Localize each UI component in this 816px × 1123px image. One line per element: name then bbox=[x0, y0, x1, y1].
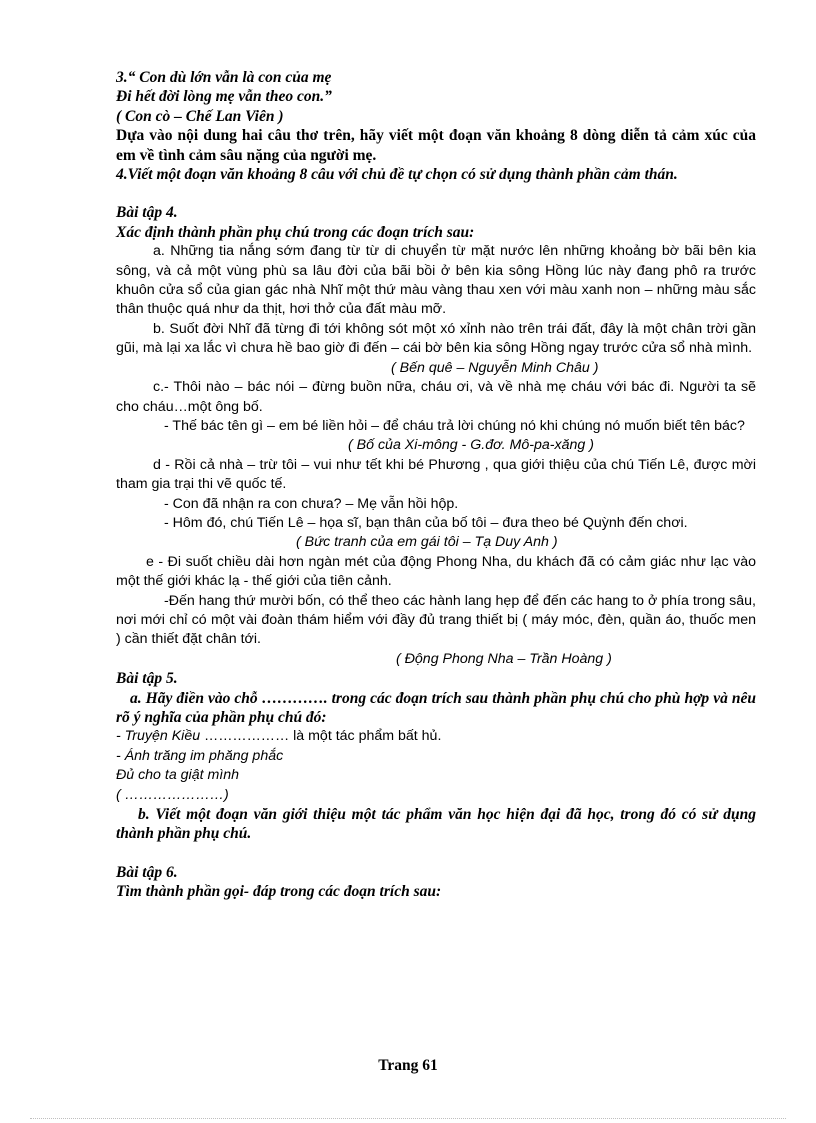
poem-source: ( Con cò – Chế Lan Viên ) bbox=[116, 107, 284, 125]
fill-poem-line-2: Đủ cho ta giật mình bbox=[116, 767, 240, 784]
fill-poem-line-1: - Ánh trăng im phăng phắc bbox=[116, 747, 284, 764]
excerpt-e-2: -Đến hang thứ mười bốn, có thể theo các hành lang hẹp để đến các hang to ở phía trong sâu, nơi mới chỉ có một vài đoàn thám hiểm với đầy đủ trang thiết bị ( máy móc, đèn, quần áo, thuốc men ) cần thiết đặt chân tới. bbox=[116, 592, 756, 648]
excerpt-d-2: - Con đã nhận ra con chưa? – Mẹ vẫn hồi hộp. bbox=[164, 495, 459, 512]
excerpt-d-3: - Hôm đó, chú Tiến Lê – họa sĩ, bạn thân của bố tôi – đưa theo bé Quỳnh đến chơi. bbox=[164, 514, 688, 531]
bai-tap-4-heading: Bài tập 4. bbox=[116, 204, 178, 222]
source-dong-phong-nha: ( Động Phong Nha – Trần Hoàng ) bbox=[396, 650, 612, 667]
fill-poem-line-3: ( …………………) bbox=[116, 786, 229, 803]
exercise-3-prompt: Dựa vào nội dung hai câu thơ trên, hãy viết một đoạn văn khoảng 8 dòng diễn tả cảm xúc của em về tình cảm sâu nặng của người mẹ. bbox=[116, 127, 756, 164]
source-ben-que: ( Bến quê – Nguyễn Minh Châu ) bbox=[391, 359, 599, 376]
fill-item-1-title: - Truyện Kiều bbox=[116, 728, 201, 745]
fill-item-1 bbox=[116, 727, 756, 746]
bai-tap-5-heading: Bài tập 5. bbox=[116, 670, 178, 688]
spacer bbox=[116, 844, 756, 863]
poem-line-2: Đi hết đời lòng mẹ vẫn theo con.” bbox=[116, 88, 332, 106]
excerpt-d-1: d - Rồi cả nhà – trừ tôi – vui như tết khi bé Phương , qua giới thiệu của chú Tiến Lê, được mời tham gia trại thi vẽ quốc tế. bbox=[116, 456, 756, 493]
excerpt-b: b. Suốt đời Nhĩ đã từng đi tới không sót một xó xỉnh nào trên trái đất, đây là một chân trời gần gũi, mà lại xa lắc vì chưa hề bao giờ đi đến – cái bờ bên kia sông Hồng ngay trước cửa sổ nhà mình. bbox=[116, 320, 756, 357]
excerpt-e-1: e - Đi suốt chiều dài hơn ngàn mét của động Phong Nha, du khách đã có cảm giác như lạc vào một thế giới khác lạ - thế giới của tiên cảnh. bbox=[116, 553, 756, 590]
poem-line-1: 3.“ Con dù lớn vẫn là con của mẹ bbox=[116, 69, 332, 86]
page-bottom-divider bbox=[30, 1118, 786, 1119]
excerpt-a: a. Những tia nắng sớm đang từ từ di chuyển từ mặt nước lên những khoảng bờ bãi bên kia sông, và cả một vùng phù sa lâu đời của bãi bồi ở bên kia sông Hồng lúc này đang phô ra trước khuôn cửa sổ của gian gác nhà Nhĩ một thứ màu vàng thau xen với màu xanh non – những màu sắc thân thuộc quá như da thịt, hơi thở của đất màu mỡ. bbox=[116, 243, 756, 318]
bai-tap-6-heading: Bài tập 6. bbox=[116, 863, 178, 881]
spacer bbox=[116, 184, 756, 203]
bai-tap-5-b: b. Viết một đoạn văn giới thiệu một tác phẩm văn học hiện đại đã học, trong đó có sử dụng thành phần phụ chú. bbox=[116, 806, 756, 843]
bai-tap-4-task: Xác định thành phần phụ chú trong các đoạn trích sau: bbox=[116, 223, 475, 241]
bai-tap-5-a: a. Hãy điền vào chỗ …………. trong các đoạn trích sau thành phần phụ chú cho phù hợp và nêu rõ ý nghĩa của phần phụ chú đó: bbox=[116, 689, 756, 726]
document-page bbox=[116, 68, 756, 902]
source-bo-cua-ximong: ( Bố của Xi-mông - G.đơ. Mô-pa-xăng ) bbox=[348, 437, 594, 454]
exercise-4-prompt: 4.Viết một đoạn văn khoảng 8 câu với chủ đề tự chọn có sử dụng thành phần cảm thán. bbox=[116, 166, 678, 184]
source-buc-tranh: ( Bức tranh của em gái tôi – Tạ Duy Anh ) bbox=[296, 534, 558, 551]
fill-item-1-blank: ……………… bbox=[200, 728, 294, 745]
fill-item-1-rest: là một tác phẩm bất hủ. bbox=[293, 728, 442, 745]
excerpt-c-2: - Thế bác tên gì – em bé liền hỏi – để cháu trả lời chúng nó khi chúng nó muốn biết tên bác? bbox=[164, 417, 745, 434]
bai-tap-6-task: Tìm thành phần gọi- đáp trong các đoạn trích sau: bbox=[116, 883, 442, 901]
page-number: Trang 61 bbox=[378, 1057, 438, 1074]
excerpt-c-1: c.- Thôi nào – bác nói – đừng buồn nữa, cháu ơi, và về nhà mẹ cháu với bác đi. Người ta sẽ cho cháu…một ông bố. bbox=[116, 379, 756, 415]
